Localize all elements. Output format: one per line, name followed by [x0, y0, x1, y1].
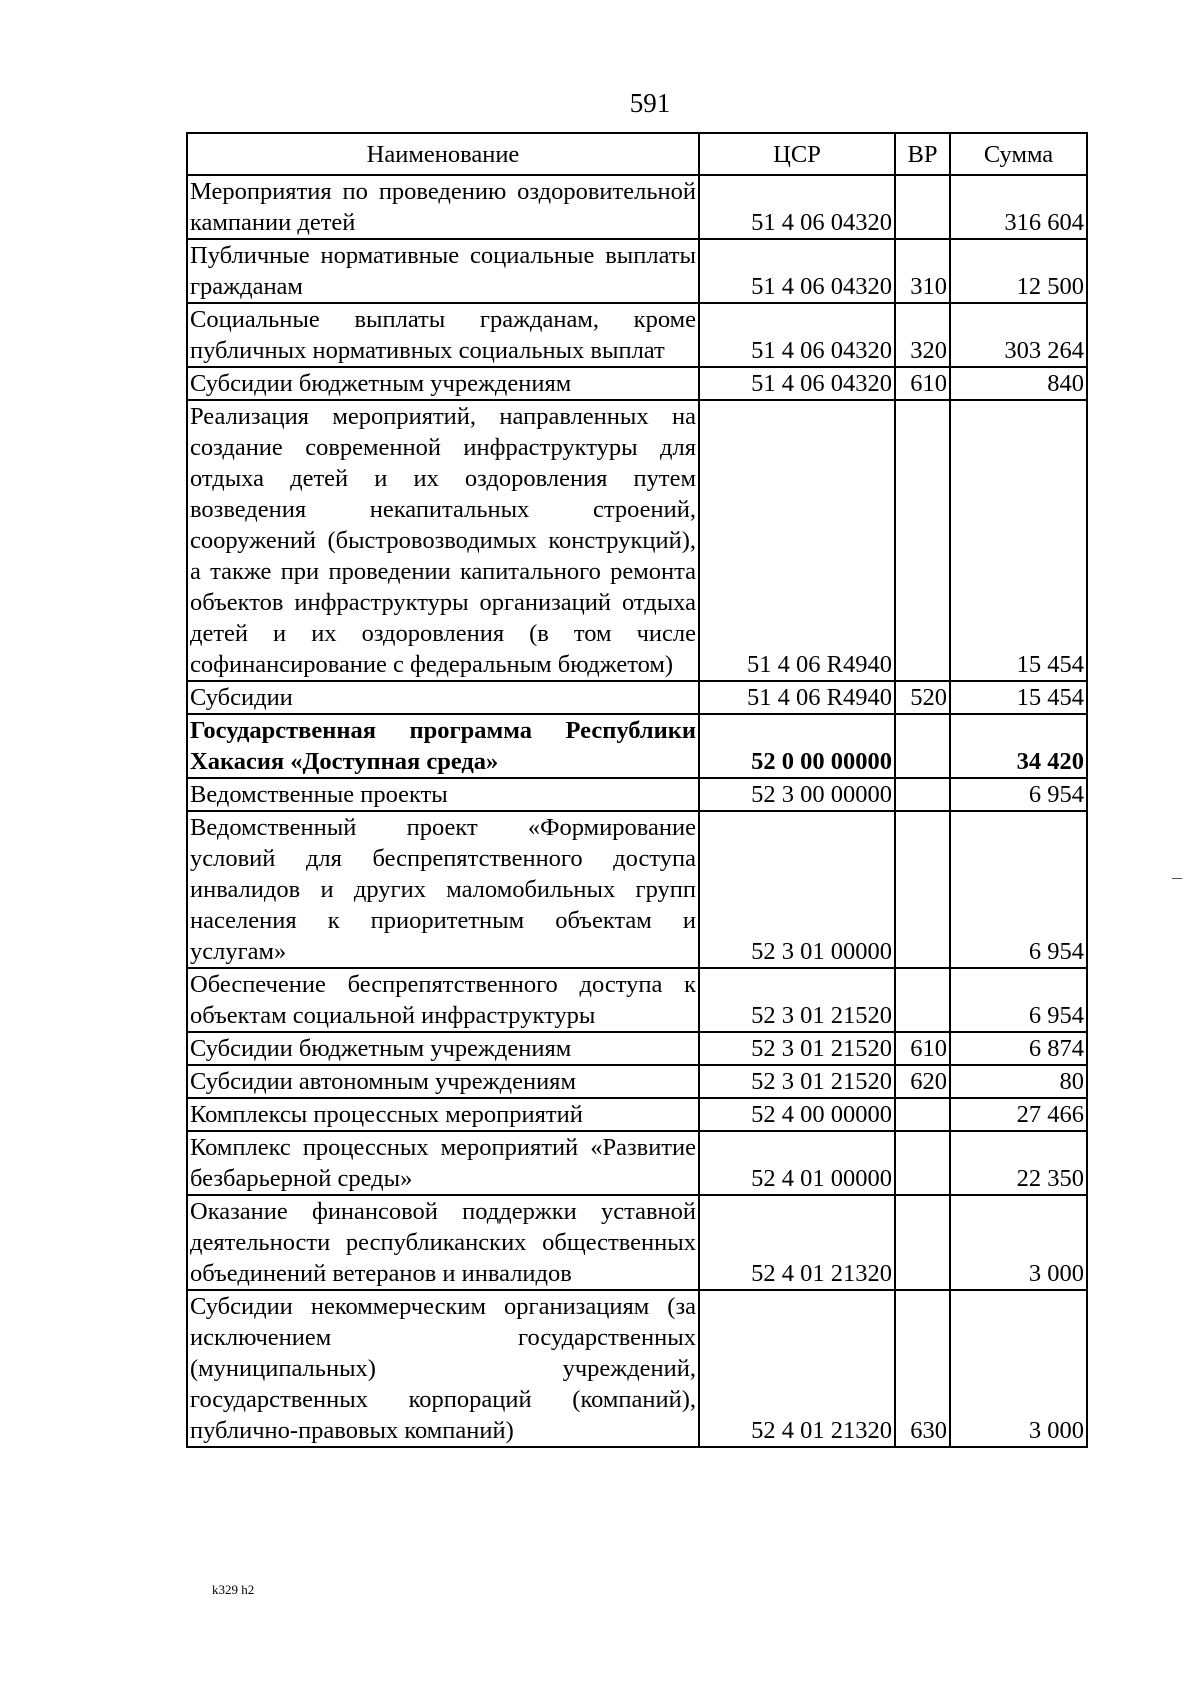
row-vr — [895, 778, 950, 811]
table-row — [187, 400, 1087, 681]
table-row — [187, 714, 1087, 778]
table-row — [187, 175, 1087, 239]
row-vr — [895, 968, 950, 1032]
row-csr: 52 0 00 00000 — [699, 714, 895, 778]
row-vr — [895, 175, 950, 239]
table-row — [187, 239, 1087, 303]
row-vr — [895, 714, 950, 778]
row-name: Субсидии некоммерческим организациям (за исключением государственных (муниципальных) учреждений, государственных корпораций (компаний), публично-правовых компаний) — [187, 1290, 699, 1447]
row-name: Субсидии бюджетным учреждениям — [187, 367, 699, 400]
row-csr: 51 4 06 04320 — [699, 175, 895, 239]
row-csr: 51 4 06 04320 — [699, 239, 895, 303]
row-vr: 620 — [895, 1065, 950, 1098]
table-row — [187, 968, 1087, 1032]
table-row — [187, 303, 1087, 367]
row-vr — [895, 1131, 950, 1195]
row-name: Комплекс процессных мероприятий «Развитие безбарьерной среды» — [187, 1131, 699, 1195]
row-sum: 34 420 — [950, 714, 1087, 778]
row-name: Ведомственный проект «Формирование условий для беспрепятственного доступа инвалидов и других маломобильных групп населения к приоритетным объектам и услугам» — [187, 811, 699, 968]
row-vr: 310 — [895, 239, 950, 303]
row-name: Публичные нормативные социальные выплаты гражданам — [187, 239, 699, 303]
row-csr: 52 4 00 00000 — [699, 1098, 895, 1131]
header-name: Наименование — [187, 133, 699, 175]
row-sum: 15 454 — [950, 681, 1087, 714]
row-name: Реализация мероприятий, направленных на создание современной инфраструктуры для отдыха детей и их оздоровления путем возведения некапитальных строений, сооружений (быстровозводимых конструкций), а также при проведении капитального ремонта объектов инфраструктуры организаций отдыха детей и их оздоровления (в том числе софинансирование с федеральным бюджетом) — [187, 400, 699, 681]
row-vr — [895, 1098, 950, 1131]
table-row — [187, 1032, 1087, 1065]
row-csr: 52 3 00 00000 — [699, 778, 895, 811]
row-csr: 52 4 01 21320 — [699, 1195, 895, 1290]
page-number: 591 — [629, 88, 671, 118]
footer-code: k329 h2 — [212, 1582, 255, 1597]
row-name: Субсидии бюджетным учреждениям — [187, 1032, 699, 1065]
row-csr: 52 3 01 21520 — [699, 1032, 895, 1065]
row-csr: 52 3 01 21520 — [699, 968, 895, 1032]
row-sum: 6 874 — [950, 1032, 1087, 1065]
row-vr — [895, 1195, 950, 1290]
row-name: Ведомственные проекты — [187, 778, 699, 811]
row-sum: 12 500 — [950, 239, 1087, 303]
row-csr: 52 4 01 21320 — [699, 1290, 895, 1447]
table-row — [187, 811, 1087, 968]
row-name: Оказание финансовой поддержки уставной деятельности республиканских общественных объединений ветеранов и инвалидов — [187, 1195, 699, 1290]
row-sum: 316 604 — [950, 175, 1087, 239]
header-sum: Сумма — [950, 133, 1087, 175]
table-row — [187, 1290, 1087, 1447]
row-sum: 840 — [950, 367, 1087, 400]
row-name: Государственная программа Республики Хакасия «Доступная среда» — [187, 714, 699, 778]
row-name: Комплексы процессных мероприятий — [187, 1098, 699, 1131]
row-vr — [895, 400, 950, 681]
row-name: Обеспечение беспрепятственного доступа к объектам социальной инфраструктуры — [187, 968, 699, 1032]
row-sum: 303 264 — [950, 303, 1087, 367]
table-row — [187, 778, 1087, 811]
row-csr: 52 3 01 21520 — [699, 1065, 895, 1098]
row-name: Мероприятия по проведению оздоровительной кампании детей — [187, 175, 699, 239]
row-vr — [895, 811, 950, 968]
row-sum: 3 000 — [950, 1195, 1087, 1290]
table-row — [187, 1195, 1087, 1290]
header-csr: ЦСР — [699, 133, 895, 175]
row-vr: 520 — [895, 681, 950, 714]
row-sum: 22 350 — [950, 1131, 1087, 1195]
row-csr: 51 4 06 R4940 — [699, 681, 895, 714]
row-csr: 52 4 01 00000 — [699, 1131, 895, 1195]
row-sum: 3 000 — [950, 1290, 1087, 1447]
table-header-row — [187, 133, 1087, 175]
row-sum: 6 954 — [950, 811, 1087, 968]
table-row — [187, 367, 1087, 400]
row-name: Социальные выплаты гражданам, кроме публичных нормативных социальных выплат — [187, 303, 699, 367]
row-vr: 610 — [895, 1032, 950, 1065]
row-sum: 27 466 — [950, 1098, 1087, 1131]
row-sum: 6 954 — [950, 778, 1087, 811]
row-sum: 80 — [950, 1065, 1087, 1098]
edge-mark — [1172, 878, 1182, 879]
table-row — [187, 1098, 1087, 1131]
table-row — [187, 1065, 1087, 1098]
row-csr: 52 3 01 00000 — [699, 811, 895, 968]
budget-table — [186, 132, 1088, 1448]
row-name: Субсидии автономным учреждениям — [187, 1065, 699, 1098]
row-sum: 6 954 — [950, 968, 1087, 1032]
row-csr: 51 4 06 04320 — [699, 367, 895, 400]
row-vr: 320 — [895, 303, 950, 367]
table-row — [187, 681, 1087, 714]
table-row — [187, 1131, 1087, 1195]
row-csr: 51 4 06 R4940 — [699, 400, 895, 681]
row-csr: 51 4 06 04320 — [699, 303, 895, 367]
row-vr: 610 — [895, 367, 950, 400]
row-sum: 15 454 — [950, 400, 1087, 681]
row-vr: 630 — [895, 1290, 950, 1447]
row-name: Субсидии — [187, 681, 699, 714]
header-vr: ВР — [895, 133, 950, 175]
